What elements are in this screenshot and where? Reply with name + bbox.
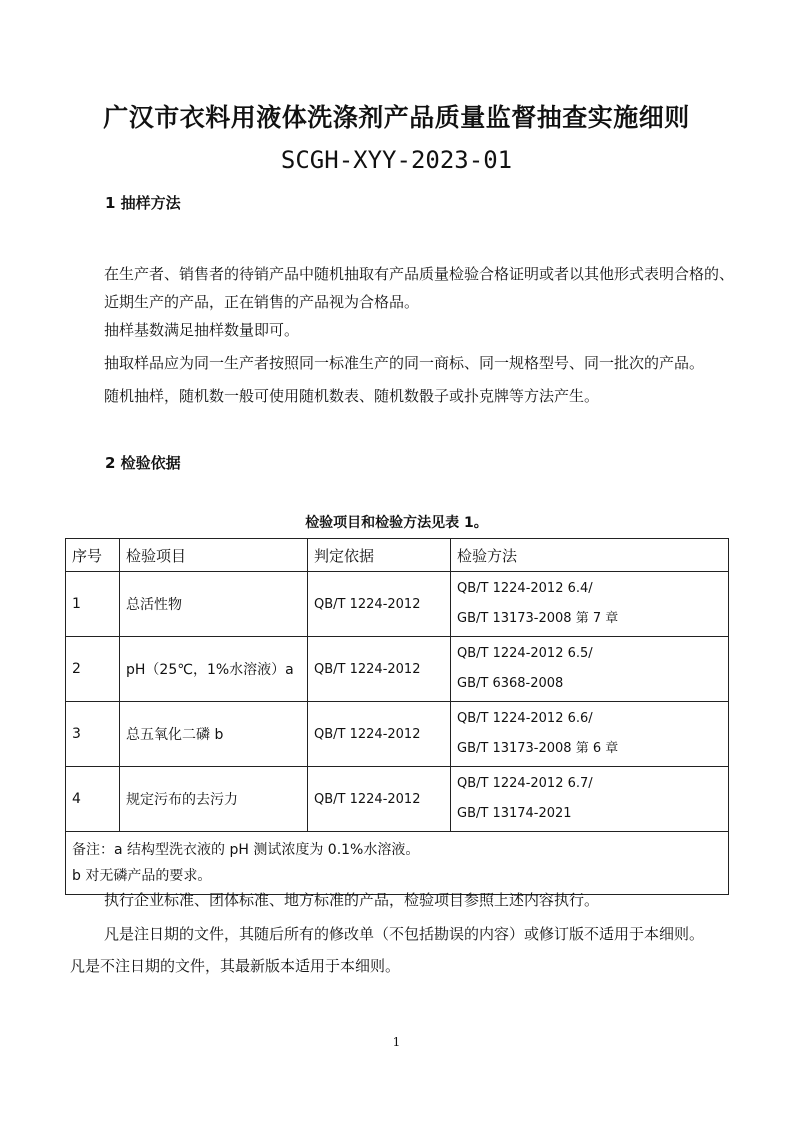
- page-number: 1: [392, 1035, 401, 1049]
- cell-no: 2: [66, 637, 120, 702]
- cell-item: 规定污布的去污力: [120, 767, 308, 832]
- method-line: QB/T 1224-2012 6.7/: [457, 776, 593, 791]
- method-line: QB/T 1224-2012 6.5/: [457, 646, 593, 661]
- cell-item: 总五氧化二磷 b: [120, 702, 308, 767]
- method-line: GB/T 13174-2021: [457, 806, 572, 821]
- paragraph: [104, 260, 736, 316]
- table-caption: 检验项目和检验方法见表 1。: [305, 515, 488, 531]
- note-line: b 对无磷产品的要求。: [72, 868, 212, 884]
- paragraph: 凡是不注日期的文件，其最新版本适用于本细则。: [70, 957, 401, 975]
- paragraph: 抽样基数满足抽样数量即可。: [104, 321, 300, 339]
- column-header-method: 检验方法: [451, 539, 729, 572]
- paragraph-text: 在生产者、销售者的待销产品中随机抽取有产品质量检验合格证明或者以其他形式表明合格的、近期生产的产品，正在销售的产品视为合格品。: [104, 265, 735, 311]
- inspection-table: [65, 538, 729, 895]
- document-code: SCGH-XYY-2023-01: [280, 146, 513, 174]
- method-line: QB/T 1224-2012 6.4/: [457, 581, 593, 596]
- cell-method: [451, 767, 729, 832]
- column-header-item: 检验项目: [120, 539, 308, 572]
- paragraph: 执行企业标准、团体标准、地方标准的产品，检验项目参照上述内容执行。: [104, 891, 600, 909]
- table-row: [66, 767, 729, 832]
- document-title: 广汉市衣料用液体洗涤剂产品质量监督抽查实施细则: [103, 103, 690, 132]
- note-line: 备注：a 结构型洗衣液的 pH 测试浓度为 0.1%水溶液。: [72, 842, 420, 858]
- cell-basis: QB/T 1224-2012: [308, 767, 451, 832]
- paragraph: 抽取样品应为同一生产者按照同一标准生产的同一商标、同一规格型号、同一批次的产品。: [104, 354, 705, 372]
- cell-basis: QB/T 1224-2012: [308, 637, 451, 702]
- paragraph: 凡是注日期的文件，其随后所有的修改单（不包括勘误的内容）或修订版不适用于本细则。: [104, 925, 705, 943]
- cell-no: 4: [66, 767, 120, 832]
- column-header-basis: 判定依据: [308, 539, 451, 572]
- section-1-heading: 1 抽样方法: [105, 194, 181, 212]
- table-row: [66, 702, 729, 767]
- paragraph: 随机抽样，随机数一般可使用随机数表、随机数骰子或扑克牌等方法产生。: [104, 387, 600, 405]
- method-line: QB/T 1224-2012 6.6/: [457, 711, 593, 726]
- cell-item: 总活性物: [120, 572, 308, 637]
- cell-no: 3: [66, 702, 120, 767]
- cell-method: [451, 637, 729, 702]
- cell-method: [451, 702, 729, 767]
- section-2-heading: 2 检验依据: [105, 454, 181, 472]
- method-line: GB/T 13173-2008 第 7 章: [457, 611, 619, 626]
- cell-basis: QB/T 1224-2012: [308, 702, 451, 767]
- method-line: GB/T 13173-2008 第 6 章: [457, 741, 619, 756]
- cell-method: [451, 572, 729, 637]
- table-row: [66, 572, 729, 637]
- table-header-row: [66, 539, 729, 572]
- method-line: GB/T 6368-2008: [457, 676, 564, 691]
- cell-basis: QB/T 1224-2012: [308, 572, 451, 637]
- cell-item: pH（25℃，1%水溶液）a: [120, 637, 308, 702]
- table-row: [66, 637, 729, 702]
- cell-no: 1: [66, 572, 120, 637]
- column-header-no: 序号: [66, 539, 120, 572]
